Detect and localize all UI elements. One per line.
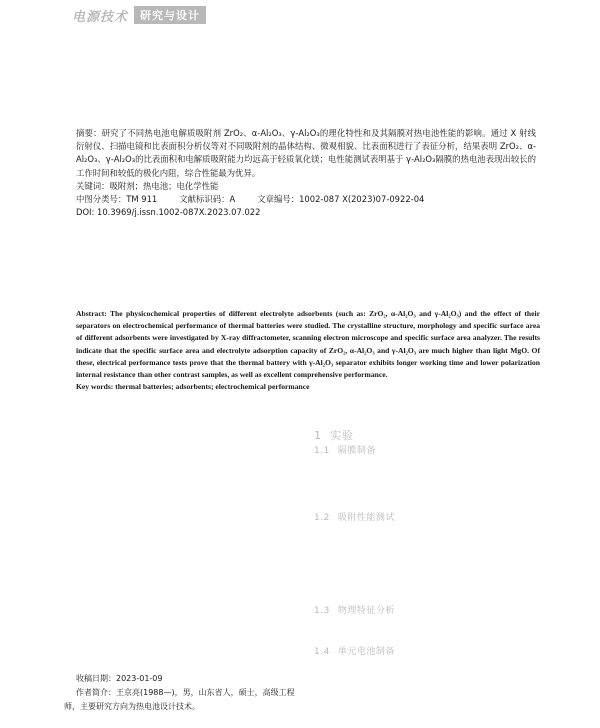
doi: DOI: 10.3969/j.issn.1002-087X.2023.07.022 bbox=[76, 207, 261, 218]
article-number: 文章编号：1002-087 X(2023)07-0922-04 bbox=[257, 194, 425, 205]
section-title: 隔膜制备 bbox=[337, 446, 376, 456]
section-number: 1 bbox=[314, 429, 322, 442]
footnote bbox=[64, 672, 324, 714]
journal-header bbox=[72, 6, 206, 24]
chinese-keywords: 关键词：吸附剂；热电池；电化学性能 bbox=[76, 180, 219, 191]
section-title: 吸附性能测试 bbox=[337, 513, 395, 523]
section-title: 实验 bbox=[330, 429, 354, 442]
chinese-abstract-block bbox=[76, 127, 536, 219]
section-number: 1.2 bbox=[314, 513, 330, 523]
section-title: 单元电池制备 bbox=[337, 647, 395, 657]
section-heading-1-4 bbox=[314, 644, 395, 657]
author-bio-line-1: 作者简介：王京亮(1988—)，男，山东省人，硕士，高级工程 bbox=[76, 688, 295, 697]
author-bio-line-2: 师，主要研究方向为热电池设计技术。 bbox=[64, 702, 200, 711]
section-badge: 研究与设计 bbox=[134, 6, 206, 24]
journal-name: 电源技术 bbox=[72, 9, 129, 25]
received-date: 收稿日期：2023-01-09 bbox=[76, 674, 163, 683]
section-title: 物理特征分析 bbox=[337, 606, 395, 616]
english-keywords: Key words: thermal batteries; adsorbents; electrochemical performance bbox=[76, 382, 310, 392]
section-number: 1.3 bbox=[314, 606, 330, 616]
classification-row bbox=[76, 193, 536, 206]
section-heading-1-3 bbox=[314, 603, 395, 616]
section-heading-1-2 bbox=[314, 510, 395, 523]
english-abstract-block bbox=[76, 308, 540, 393]
section-number: 1.4 bbox=[314, 647, 330, 657]
section-heading-1 bbox=[314, 427, 354, 443]
chinese-abstract: 摘要：研究了不同热电池电解质吸附剂 ZrO₂、α-Al₂O₃、γ-Al₂O₃的理化特性和及其隔膜对热电池性能的影响。通过 X 射线衍射仪、扫描电镜和比表面积分析仪等对不同吸附剂的晶体结构、微观相貌、比表面积进行了表征分析，结果表明 ZrO₂、α-Al₂O₃、γ-Al₂O₃的比表面积和电解质吸附能力均远高于轻质氧化镁；电性能测试表明基于 γ-Al₂O₃隔膜的热电池表现出较长的工作时间和较低的极化内阻，综合性能最为优异。 bbox=[76, 128, 536, 178]
clc-number: 中图分类号：TM 911 bbox=[76, 194, 158, 205]
english-abstract: Abstract: The physicochemical properties of different electrolyte adsorbents (such as: ZrO₂, α-Al₂O₃ and γ-Al₂O₃) and the effect of their separators on electrochemical performance of thermal batteries were studied. The crystalline structure, morphology and specific surface area of different adsorbents were investigated by X-ray diffractometer, scanning electron microscope and specific surface area analyzer. The results indicate that the specific surface area and electrolyte adsorption capacity of ZrO₂, α-Al₂O₃ and γ-Al₂O₃ are much higher than light MgO. Of these, electrical performance tests prove that the thermal battery with γ-Al₂O₃ separator exhibits longer working time and lower polarization internal resistance than other contrast samples, as well as excellent comprehensive performance. bbox=[76, 309, 540, 380]
section-number: 1.1 bbox=[314, 446, 330, 456]
document-code: 文献标识码：A bbox=[179, 194, 236, 205]
section-heading-1-1 bbox=[314, 443, 376, 456]
